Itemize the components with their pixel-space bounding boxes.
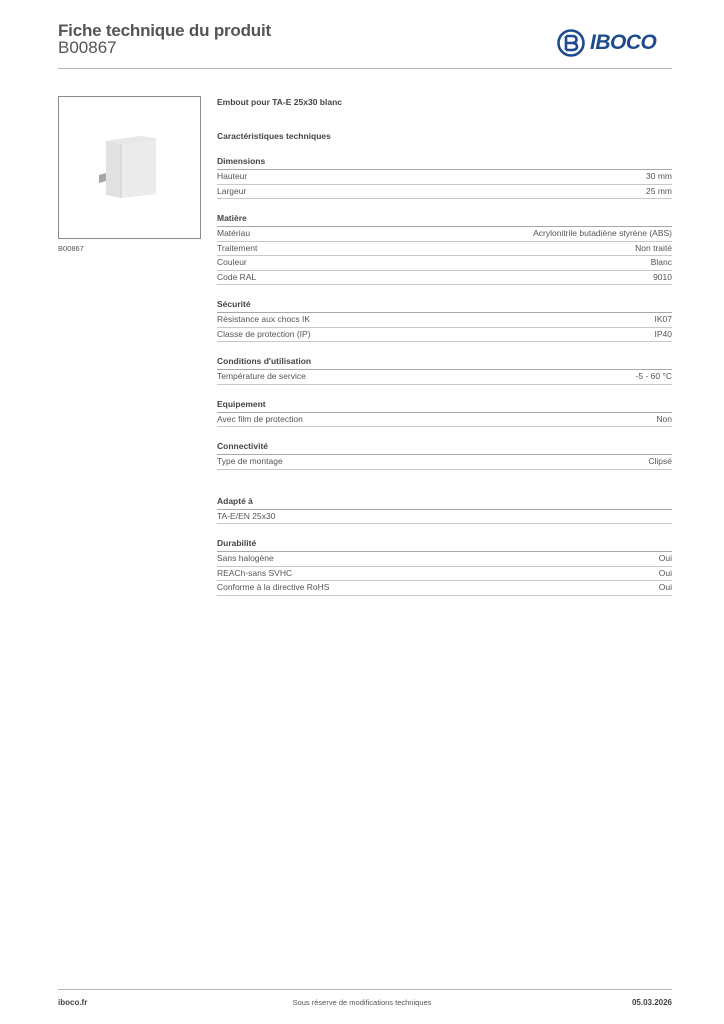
spec-label: Largeur <box>217 185 247 196</box>
spec-row <box>217 455 672 470</box>
spec-row <box>217 256 672 271</box>
spec-value: 25 mm <box>646 185 672 196</box>
section-securite <box>217 298 672 342</box>
spec-value: 30 mm <box>646 171 672 181</box>
section-durabilite <box>217 537 672 596</box>
logo-wordmark: IBOCO <box>590 31 657 54</box>
spec-row <box>217 328 672 343</box>
section-dimensions <box>217 155 672 199</box>
spec-value: Non <box>656 413 672 424</box>
section-title: Conditions d'utilisation <box>217 355 672 370</box>
spec-row <box>217 170 672 185</box>
section-adapte <box>217 495 672 525</box>
specification-panel <box>217 96 672 596</box>
spec-value: IK07 <box>654 314 672 324</box>
spec-row <box>217 185 672 200</box>
spec-value: -5 - 60 °C <box>635 371 672 381</box>
spec-label: Sans halogène <box>217 553 274 563</box>
footer-website: iboco.fr <box>58 998 88 1007</box>
footer-divider <box>58 989 672 990</box>
section-matiere <box>217 212 672 285</box>
spec-value: Non traité <box>635 242 672 253</box>
spec-label: TA-E/EN 25x30 <box>217 510 276 521</box>
spec-label: Traitement <box>217 242 258 253</box>
spec-row <box>217 370 672 385</box>
footer-disclaimer: Sous réserve de modifications techniques <box>292 998 432 1007</box>
spec-row <box>217 510 672 525</box>
spec-value: 9010 <box>653 271 672 282</box>
product-image-frame <box>58 96 201 239</box>
spec-row <box>217 567 672 582</box>
section-title: Dimensions <box>217 155 672 170</box>
section-title: Sécurité <box>217 298 672 313</box>
spec-label: REACh-sans SVHC <box>217 567 293 578</box>
section-title: Connectivité <box>217 440 672 455</box>
iboco-logo-icon <box>557 29 585 57</box>
spec-value: Clipsé <box>648 456 672 466</box>
section-connectivite <box>217 440 672 470</box>
product-code: B00867 <box>58 38 117 57</box>
spec-label: Conforme à la directive RoHS <box>217 582 330 592</box>
section-equipement <box>217 398 672 428</box>
section-conditions <box>217 355 672 385</box>
spec-label: Température de service <box>217 371 306 381</box>
spec-value: Oui <box>658 553 672 563</box>
section-title: Adapté à <box>217 495 672 510</box>
spec-row <box>217 271 672 286</box>
spec-label: Matériau <box>217 228 251 238</box>
spec-row <box>217 552 672 567</box>
spec-label: Hauteur <box>217 171 248 181</box>
spec-value: Blanc <box>650 257 672 267</box>
spec-value: Acrylonitrile butadiène styrène (ABS) <box>533 228 672 238</box>
spec-row <box>217 227 672 242</box>
spec-row <box>217 313 672 328</box>
spec-value: Oui <box>658 582 672 592</box>
spec-label: Type de montage <box>217 456 283 466</box>
spec-value: Oui <box>658 567 672 578</box>
spec-label: Couleur <box>217 257 247 267</box>
spec-label: Résistance aux chocs IK <box>217 314 311 324</box>
product-name: Embout pour TA-E 25x30 blanc <box>217 97 343 107</box>
product-end-cap-image <box>59 97 200 238</box>
section-title: Matière <box>217 212 672 227</box>
spec-label: Code RAL <box>217 271 257 282</box>
spec-row <box>217 242 672 257</box>
page-title: Fiche technique du produit <box>58 21 271 40</box>
spec-value: IP40 <box>654 328 672 339</box>
spec-heading: Caractéristiques techniques <box>217 131 331 141</box>
spec-label: Avec film de protection <box>217 413 303 424</box>
spec-row <box>217 581 672 596</box>
section-title: Durabilité <box>217 537 672 552</box>
spec-row <box>217 413 672 428</box>
footer-date: 05.03.2026 <box>631 998 672 1007</box>
brand-logo <box>557 27 675 59</box>
section-title: Equipement <box>217 398 672 413</box>
header-divider <box>58 68 672 69</box>
image-caption: B00867 <box>58 244 84 253</box>
spec-label: Classe de protection (IP) <box>217 328 311 339</box>
